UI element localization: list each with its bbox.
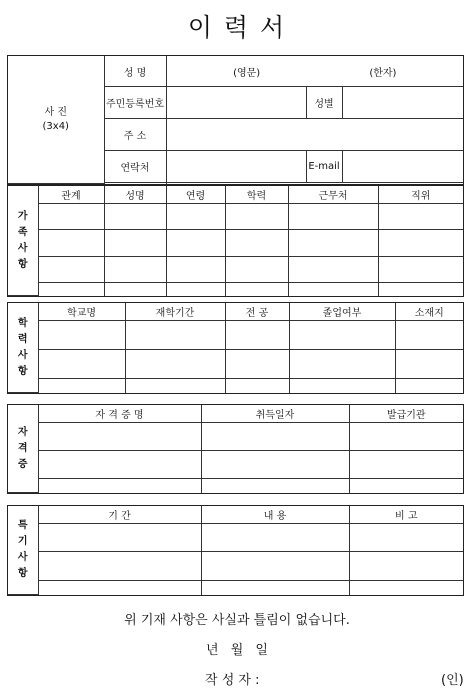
name-label: 성 명 — [104, 56, 166, 87]
date-line: 년 월 일 — [206, 643, 268, 658]
family-header-position: 직위 — [378, 186, 463, 204]
table-row — [8, 552, 463, 580]
table-row — [8, 378, 463, 392]
table-row — [8, 450, 463, 478]
statement-text: 위 기재 사항은 사실과 틀림이 없습니다. — [124, 613, 350, 628]
license-header-date: 취득일자 — [201, 405, 349, 423]
personal-info-section — [7, 55, 464, 185]
address-label: 주 소 — [104, 119, 166, 151]
family-header-name: 성명 — [104, 186, 166, 204]
contact-field[interactable] — [166, 151, 306, 183]
family-header-workplace: 근무처 — [288, 186, 378, 204]
special-header-remarks: 비 고 — [349, 506, 463, 524]
name-hanja-label: (한자) — [369, 67, 397, 79]
name-eng-label: (영문) — [233, 67, 261, 79]
photo-box[interactable]: 사 진 (3x4) — [8, 56, 104, 184]
special-header-content: 내 용 — [201, 506, 349, 524]
family-header-age: 연령 — [166, 186, 225, 204]
education-section — [7, 302, 464, 394]
gender-field[interactable] — [342, 87, 463, 119]
blank-label — [104, 183, 166, 184]
seal-label: (인) — [441, 673, 464, 688]
table-row — [8, 282, 463, 295]
special-header-period: 기 간 — [38, 506, 201, 524]
table-row — [8, 230, 463, 256]
rrn-field[interactable] — [166, 87, 306, 119]
extra-field[interactable] — [166, 183, 463, 184]
education-side-label: 학 력 사 항 — [8, 303, 38, 393]
document-title: 이 력 서 — [187, 13, 287, 42]
special-section — [7, 505, 464, 596]
gender-label: 성별 — [306, 87, 342, 119]
license-section — [7, 404, 464, 494]
family-header-education: 학력 — [225, 186, 288, 204]
table-row — [8, 321, 463, 350]
family-section — [7, 185, 464, 297]
contact-label: 연락처 — [104, 151, 166, 183]
table-row — [8, 524, 463, 552]
license-side-label: 자 격 증 — [8, 405, 38, 493]
name-field[interactable] — [166, 56, 463, 87]
email-label: E-mail — [306, 151, 342, 183]
family-side-label: 가 족 사 항 — [8, 186, 38, 296]
table-row — [8, 423, 463, 451]
email-field[interactable] — [342, 151, 463, 183]
special-side-label: 특 기 사 항 — [8, 506, 38, 595]
rrn-label: 주민등록번호 — [104, 87, 166, 119]
education-header-location: 소재지 — [395, 303, 463, 321]
table-row — [8, 478, 463, 492]
education-header-major: 전 공 — [225, 303, 289, 321]
license-header-issuer: 발급기관 — [349, 405, 463, 423]
education-header-period: 재학기간 — [125, 303, 225, 321]
writer-label: 작 성 자 : — [205, 673, 260, 688]
family-header-relation: 관계 — [38, 186, 104, 204]
license-header-name: 자 격 증 명 — [38, 405, 201, 423]
education-header-school: 학교명 — [38, 303, 125, 321]
table-row — [8, 256, 463, 282]
table-row — [8, 580, 463, 594]
education-header-graduation: 졸업여부 — [289, 303, 395, 321]
table-row — [8, 204, 463, 230]
address-field[interactable] — [166, 119, 463, 151]
table-row — [8, 349, 463, 378]
